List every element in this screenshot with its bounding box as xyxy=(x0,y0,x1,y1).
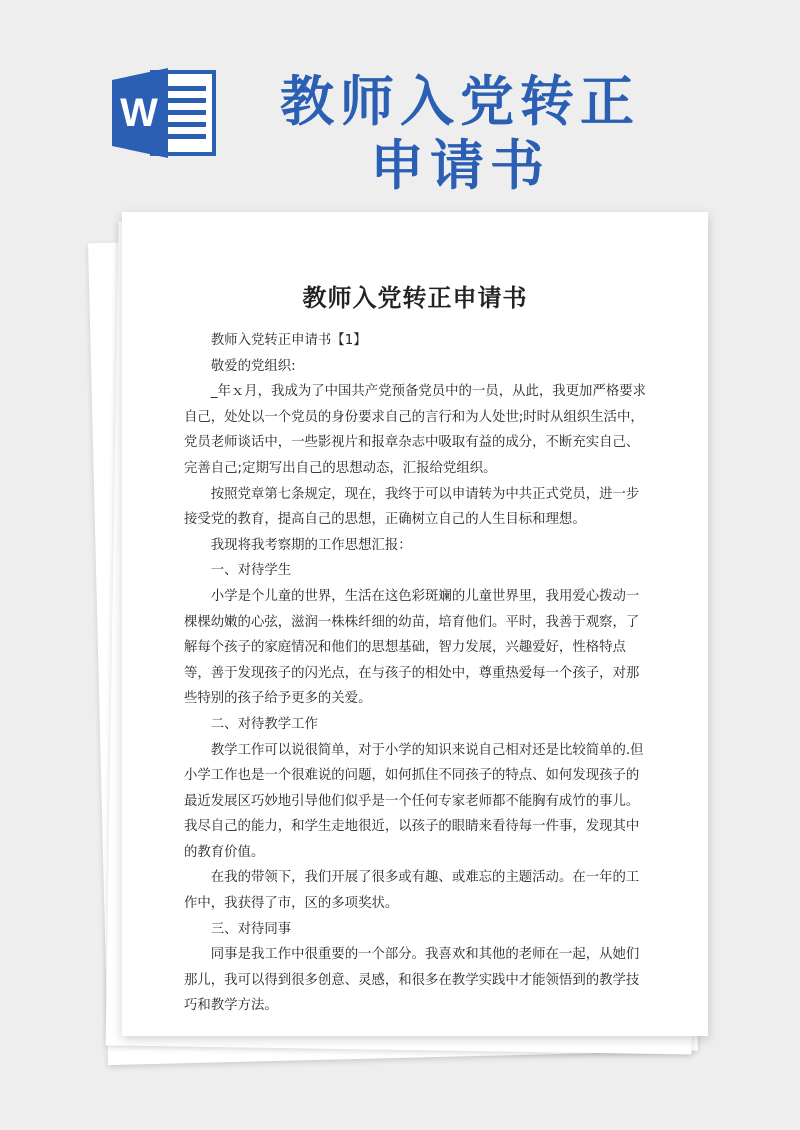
document-body xyxy=(184,328,646,1019)
doc-paragraph: _年ｘ月，我成为了中国共产党预备党员中的一员，从此，我更加严格要求自己，处处以一个党员的身份要求自己的言行和为人处世;时时从组织生活中，党员老师谈话中，一些影视片和报章杂志中吸取有益的成分，不断充实自己、完善自己;定期写出自己的思想动态，汇报给党组织。 xyxy=(184,384,646,476)
doc-paragraph: 同事是我工作中很重要的一个部分。我喜欢和其他的老师在一起，从她们那儿，我可以得到很多创意、灵感，和很多在教学实践中才能领悟到的教学技巧和教学方法。 xyxy=(184,947,640,1014)
doc-paragraph: 按照党章第七条规定，现在，我终于可以申请转为中共正式党员，进一步接受党的教育，提高自己的思想，正确树立自己的人生目标和理想。 xyxy=(184,486,640,528)
document-title: 教师入党转正申请书 xyxy=(302,284,528,312)
doc-section-heading: 三、对待同事 xyxy=(210,921,292,937)
doc-paragraph: 敬爱的党组织: xyxy=(210,358,296,374)
doc-paragraph: 小学是个儿童的世界，生活在这色彩斑斓的儿童世界里，我用爱心拨动一棵棵幼嫩的心弦，滋润一株株纤细的幼苗，培育他们。平时，我善于观察，了解每个孩子的家庭情况和他们的思想基础，智力发展，兴趣爱好，性格特点等，善于发现孩子的闪光点，在与孩子的相处中，尊重热爱每一个孩子，对那些特别的孩子给予更多的关爱。 xyxy=(184,588,640,707)
doc-section-heading: 一、对待学生 xyxy=(210,563,292,579)
headline-line-2: 申请书 xyxy=(370,134,550,197)
svg-text:W: W xyxy=(120,91,158,135)
doc-paragraph: 我现将我考察期的工作思想汇报： xyxy=(210,537,412,553)
doc-paragraph: 教学工作可以说很简单，对于小学的知识来说自己相对还是比较简单的.但小学工作也是一个很难说的问题，如何抓住不同孩子的特点、如何发现孩子的最近发展区巧妙地引导他们似乎是一个任何专家老师都不能胸有成竹的事儿。我尽自己的能力，和学生走地很近，以孩子的眼睛来看待每一件事，发现其中的教育价值。 xyxy=(184,742,644,860)
doc-section-heading: 二、对待教学工作 xyxy=(210,716,318,732)
headline xyxy=(270,70,650,198)
document-page xyxy=(122,212,708,1036)
doc-paragraph: 教师入党转正申请书【1】 xyxy=(210,333,367,348)
word-icon xyxy=(112,68,222,158)
doc-paragraph: 在我的带领下，我们开展了很多或有趣、或难忘的主题活动。在一年的工作中，我获得了市，区的多项奖状。 xyxy=(184,870,640,912)
headline-line-1: 教师入党转正 xyxy=(280,70,640,133)
